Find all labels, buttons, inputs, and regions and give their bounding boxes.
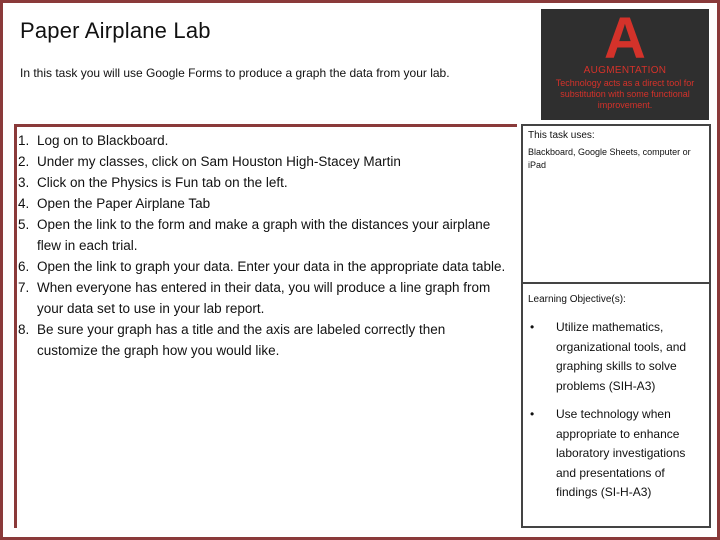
step-number: 6. xyxy=(18,259,30,274)
step-text: Log on to Blackboard. xyxy=(37,133,169,148)
step-item xyxy=(18,130,508,151)
step-item xyxy=(18,151,508,172)
step-text: Click on the Physics is Fun tab on the left. xyxy=(37,175,288,190)
step-number: 3. xyxy=(18,175,30,190)
step-item xyxy=(18,319,508,361)
task-description: In this task you will use Google Forms to produce a graph the data from your lab. xyxy=(20,66,450,80)
step-text: When everyone has entered in their data, you will produce a line graph from your data set to use in your lab report. xyxy=(37,280,491,316)
page-title: Paper Airplane Lab xyxy=(20,18,211,43)
step-text: Open the link to graph your data. Enter your data in the appropriate data table. xyxy=(37,259,506,274)
step-number: 4. xyxy=(18,196,30,211)
task-uses-text: Blackboard, Google Sheets, computer or iPad xyxy=(528,147,691,170)
step-number: 8. xyxy=(18,322,30,337)
instruction-steps xyxy=(18,130,508,361)
objective-item xyxy=(528,405,708,503)
learning-objectives-list xyxy=(528,318,708,512)
samr-badge xyxy=(541,6,709,120)
info-divider xyxy=(521,282,711,284)
badge-description: Technology acts as a direct tool for substitution with some functional improvement. xyxy=(555,78,695,110)
step-number: 7. xyxy=(18,280,30,295)
step-number: 2. xyxy=(18,154,30,169)
objective-text: Use technology when appropriate to enhance laboratory investigations and presentations of findings (SI-H-A3) xyxy=(556,407,686,499)
step-item xyxy=(18,172,508,193)
learning-objectives-label: Learning Objective(s): xyxy=(528,294,626,305)
objective-text: Utilize mathematics, organizational tools, and graphing skills to solve problems (SIH-A3) xyxy=(556,320,687,393)
task-uses-label: This task uses: xyxy=(528,130,595,141)
step-number: 5. xyxy=(18,217,30,232)
step-item xyxy=(18,256,508,277)
step-item xyxy=(18,277,508,319)
step-text: Open the Paper Airplane Tab xyxy=(37,196,211,211)
bullet-icon: • xyxy=(530,320,535,334)
badge-level: AUGMENTATION xyxy=(583,65,667,76)
objective-item xyxy=(528,318,708,396)
bullet-icon: • xyxy=(530,407,535,421)
step-text: Be sure your graph has a title and the axis are labeled correctly then customize the graph how you would like. xyxy=(37,322,446,358)
step-text: Under my classes, click on Sam Houston High-Stacey Martin xyxy=(37,154,401,169)
badge-letter: A xyxy=(604,6,646,71)
step-item xyxy=(18,193,508,214)
step-item xyxy=(18,214,508,256)
step-text: Open the link to the form and make a graph with the distances your airplane flew in each trial. xyxy=(37,217,491,253)
step-number: 1. xyxy=(18,133,30,148)
